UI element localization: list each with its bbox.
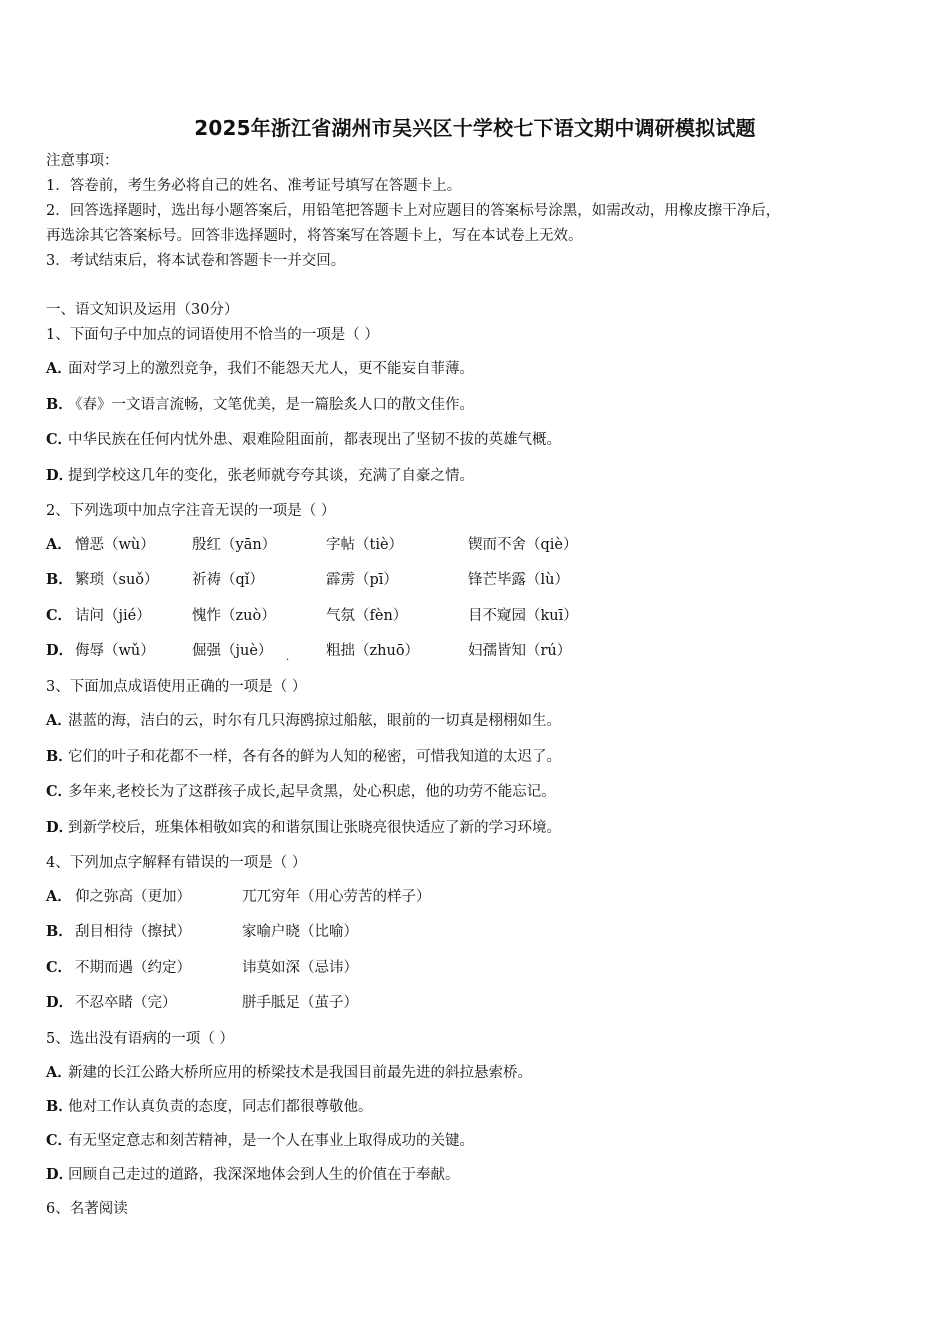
pinyin-item: 诘问（jié）	[75, 608, 151, 624]
pinyin-item: 侮辱（wǔ）	[75, 643, 155, 659]
option-b	[46, 748, 561, 766]
option-letter: A．	[46, 888, 72, 905]
pinyin-item: 锲而不舍（qiè）	[468, 537, 578, 553]
notice-item: 1．答卷前，考生务必将自己的姓名、准考证号填写在答题卡上。	[46, 178, 462, 194]
option-letter: A．	[46, 712, 72, 729]
option-text: 他对工作认真负责的态度，同志们都很尊敬他。	[68, 1099, 373, 1115]
definition-item: 兀兀穷年（用心劳苦的样子）	[242, 889, 431, 905]
option-a	[46, 712, 561, 730]
option-letter: A．	[46, 360, 72, 377]
option-text: 中华民族在任何内忧外患、艰难险阻面前，都表现出了坚韧不拔的英雄气概。	[68, 432, 561, 448]
question-stem: 5、选出没有语病的一项（ ）	[46, 1031, 234, 1047]
pinyin-item: 霹雳（pī）	[326, 572, 398, 588]
pinyin-item: 愧怍（zuò）	[192, 608, 276, 624]
option-letter: D．	[46, 1166, 74, 1183]
option-letter: D．	[46, 819, 74, 836]
pinyin-item: 气氛（fèn）	[326, 608, 408, 624]
question-stem: 1、下面句子中加点的词语使用不恰当的一项是（ ）	[46, 327, 379, 343]
option-text: 提到学校这几年的变化，张老师就夸夸其谈，充满了自豪之情。	[68, 468, 474, 484]
option-text: 有无坚定意志和刻苦精神，是一个人在事业上取得成功的关键。	[68, 1133, 474, 1149]
option-b	[46, 1098, 373, 1116]
option-letter: B．	[46, 1098, 73, 1115]
option-letter: D．	[46, 642, 74, 659]
pinyin-item: 倔强（juè）	[192, 643, 273, 659]
pinyin-item: 粗拙（zhuō）	[326, 643, 420, 659]
option-letter: C．	[46, 783, 73, 800]
option-text: 面对学习上的激烈竞争，我们不能怨天尤人，更不能妄自菲薄。	[68, 361, 474, 377]
pinyin-item: 殷红（yān）	[192, 537, 277, 553]
option-c	[46, 783, 556, 801]
option-d	[46, 467, 474, 485]
notice-item: 再选涂其它答案标号。回答非选择题时，将答案写在答题卡上，写在本试卷上无效。	[46, 228, 583, 244]
option-letter: B．	[46, 748, 73, 765]
pinyin-item: 憎恶（wù）	[75, 537, 155, 553]
option-text: 《春》一文语言流畅，文笔优美，是一篇脍炙人口的散文佳作。	[68, 397, 474, 413]
emphasis-dot: .	[286, 652, 290, 663]
option-text: 多年来,老校长为了这群孩子成长,起早贪黑，处心积虑，他的功劳不能忘记。	[68, 784, 556, 800]
option-letter: D．	[46, 994, 74, 1011]
option-d	[46, 1166, 460, 1184]
option-text: 新建的长江公路大桥所应用的桥梁技术是我国目前最先进的斜拉悬索桥。	[68, 1065, 532, 1081]
option-a	[46, 1064, 532, 1082]
notice-item: 3．考试结束后，将本试卷和答题卡一并交回。	[46, 253, 346, 269]
option-c	[46, 431, 561, 449]
definition-item: 胼手胝足（茧子）	[242, 995, 358, 1011]
pinyin-item: 繁琐（suǒ）	[75, 572, 159, 588]
pinyin-item: 目不窥园（kuī）	[468, 608, 578, 624]
definition-item: 不忍卒睹（完）	[75, 995, 177, 1011]
option-b	[46, 396, 474, 414]
question-stem: 4、下列加点字解释有错误的一项是（ ）	[46, 855, 307, 871]
question-stem: 2、下列选项中加点字注音无误的一项是（ ）	[46, 503, 336, 519]
definition-item: 讳莫如深（忌讳）	[242, 960, 358, 976]
definition-item: 仰之弥高（更加）	[75, 889, 191, 905]
option-letter: C．	[46, 607, 73, 624]
pinyin-item: 字帖（tiè）	[326, 537, 404, 553]
definition-item: 刮目相待（擦拭）	[75, 924, 191, 940]
pinyin-item: 祈祷（qǐ）	[192, 572, 264, 588]
option-letter: B．	[46, 571, 73, 588]
question-stem: 3、下面加点成语使用正确的一项是（ ）	[46, 679, 307, 695]
pinyin-item: 锋芒毕露（lù）	[468, 572, 569, 588]
section-heading: 一、语文知识及运用（30分）	[46, 302, 239, 318]
notice-heading: 注意事项：	[46, 153, 119, 169]
option-letter: C．	[46, 959, 73, 976]
option-letter: B．	[46, 396, 73, 413]
option-text: 到新学校后，班集体相敬如宾的和谐氛围让张晓亮很快适应了新的学习环境。	[68, 820, 561, 836]
option-letter: A．	[46, 1064, 72, 1081]
option-a	[46, 360, 474, 378]
option-c	[46, 1132, 474, 1150]
page-title: 2025年浙江省湖州市吴兴区十学校七下语文期中调研模拟试题	[194, 116, 756, 140]
option-letter: C．	[46, 431, 73, 448]
option-letter: A．	[46, 536, 72, 553]
notice-item: 2．回答选择题时，选出每小题答案后，用铅笔把答题卡上对应题目的答案标号涂黑，如需改动，用橡皮擦干净后，	[46, 203, 781, 219]
option-text: 湛蓝的海，洁白的云，时尔有几只海鸥掠过船舷，眼前的一切真是栩栩如生。	[68, 713, 561, 729]
definition-item: 家喻户晓（比喻）	[242, 924, 358, 940]
question-stem: 6、名著阅读	[46, 1201, 128, 1217]
option-d	[46, 819, 561, 837]
option-letter: B．	[46, 923, 73, 940]
option-letter: D．	[46, 467, 74, 484]
pinyin-item: 妇孺皆知（rú）	[468, 643, 572, 659]
definition-item: 不期而遇（约定）	[75, 960, 191, 976]
option-text: 回顾自己走过的道路，我深深地体会到人生的价值在于奉献。	[68, 1167, 460, 1183]
option-letter: C．	[46, 1132, 73, 1149]
option-text: 它们的叶子和花都不一样，各有各的鲜为人知的秘密，可惜我知道的太迟了。	[68, 749, 561, 765]
